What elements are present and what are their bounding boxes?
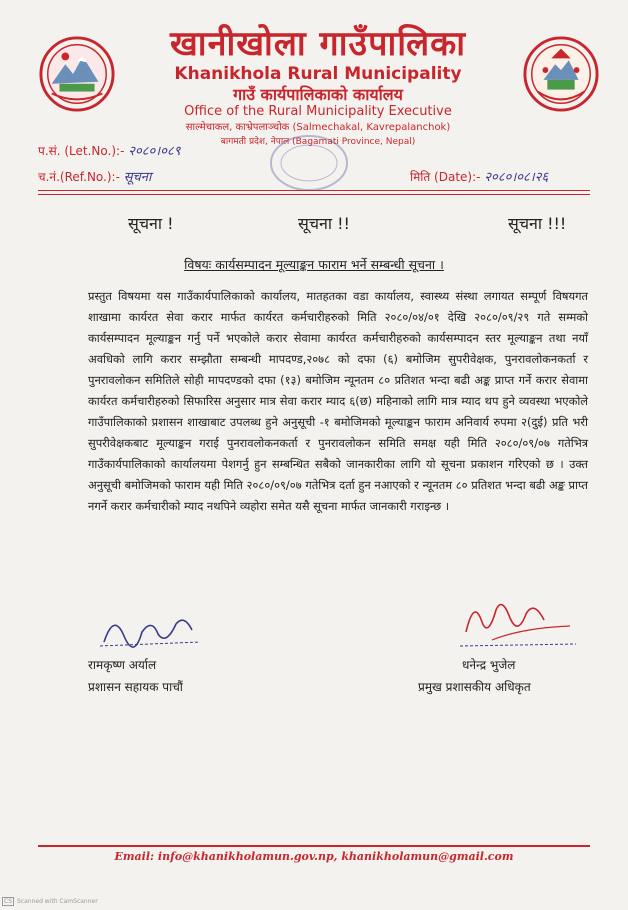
reference-number-label: च.नं.(Ref.No.):- — [38, 170, 120, 184]
signatory-left-title: प्रशासन सहायक पाचौं — [88, 680, 183, 694]
notice-body: प्रस्तुत विषयमा यस गाउँकार्यपालिकाको कार्यालय, मातहतका वडा कार्यालय, स्वास्थ्य संस्था लगायत सम्पूर्ण विषयगत शाखामा कार्यरत सेवा करार मार्फत कार्यरत कर्मचारीहरुको मिति २०८०/०४/०१ देखि २०८०/०९/२९ गते सम्मको कार्यसम्पादन मूल्याङ्कन गर्नु पर्ने भएकोले करार सेवामा कार्यरत कर्मचारीहरुको कार्यसम्पादन स्तर मूल्याङ्कन तथा नयाँ अवधिको लागि करार सम्झौता सम्बन्धी मापदण्ड,२०७८ को दफा (६) बमोजिम सुपरीवेक्षक, पुनरावलोकनकर्ता र पुनरावलोकन समितिले सोही मापदण्डको दफा (१३) बमोजिम न्यूनतम ८० प्रतिशत भन्दा बढी अङ्क प्राप्त गर्ने करार सेवामा कार्यरत कर्मचारीहरुको सिफारिस अनुसार मात्र सेवा करार म्याद ६(छ) महिनाको लागि मात्र म्याद थप हुने व्यवस्था भएकोले गाउँपालिकाको प्रशासन शाखाबाट उपलब्ध हुने अनुसूची -१ बमोजिमको मूल्याङ्कन फाराम अनिवार्य रुपमा २(दुई) प्रति भरी सुपरीवेक्षकबाट मूल्याङ्कन गराई पुनरावलोकनकर्ता र पुनरावलोकन समिति समक्ष यही मिति २०८०/०९/०७ गतेभित्र गाउँकार्यपालिकाको कार्यालयमा पेशगर्नु हुन सम्बन्धित सबैको जानकारीका लागि यो सूचना प्रकाशन गरिएको छ । उक्त अनुसूची बमोजिमको फाराम यही मिति २०८०/०९/०७ गतेभित्र दर्ता हुन नआएको र न्यूनतम ८० प्रतिशत भन्दा बढी अङ्क प्राप्त नगर्ने करार कर्मचारीको म्याद नथपिने व्यहोरा समेत यसै सूचना मार्फत जानकारी गराइन्छ । — [88, 289, 588, 513]
footer-email: Email: info@khanikholamun.gov.np, khanikholamun@gmail.com — [114, 850, 514, 863]
reference-number-row — [38, 170, 151, 185]
letter-number-value: २०८०।०८९ — [128, 144, 181, 159]
header-divider-2 — [38, 194, 590, 195]
scanner-watermark — [2, 897, 98, 906]
footer-divider — [38, 845, 590, 847]
signature-left — [96, 606, 206, 652]
date-label: मिति (Date):- — [410, 170, 481, 184]
signature-right — [452, 592, 582, 650]
office-stamp — [268, 132, 350, 194]
letter-number-label: प.सं. (Let.No.):- — [38, 144, 125, 158]
municipality-emblem-left — [38, 35, 116, 113]
letterhead-title-english: Khanikhola Rural Municipality — [174, 64, 462, 84]
date-value: २०८०।०८।२६ — [484, 170, 549, 185]
reference-number-value: सूचना — [123, 170, 152, 185]
notice-heading-left: सूचना ! — [128, 214, 174, 233]
subject-line: विषयः कार्यसम्पादन मूल्याङ्कन फाराम भर्ने सम्बन्धी सूचना । — [184, 257, 444, 272]
office-name-nepali: गाउँ कार्यपालिकाको कार्यालय — [233, 85, 403, 104]
signatory-left-name: रामकृष्ण अर्याल — [88, 658, 157, 672]
date-row — [410, 170, 548, 185]
notice-heading-center: सूचना !! — [298, 214, 350, 233]
nepal-emblem-right — [522, 35, 600, 113]
address-line-1: साल्मेचाकल, काभ्रेपलाञ्चोक (Salmechakal, Kavrepalanchok) — [185, 122, 451, 133]
notice-heading-right: सूचना !!! — [508, 214, 567, 233]
camscanner-icon: CS — [4, 898, 12, 905]
header-divider-1 — [38, 190, 590, 191]
scanner-text: Scanned with CamScanner — [17, 898, 98, 905]
office-name-english: Office of the Rural Municipality Executive — [184, 104, 452, 119]
letter-number-row — [38, 144, 181, 159]
address-line-2: बागमती प्रदेश, नेपाल (Bagamati Province, Nepal) — [220, 137, 416, 147]
letterhead-title-nepali: खानीखोला गाउँपालिका — [169, 24, 467, 64]
signatory-right-title: प्रमुख प्रशासकीय अधिकृत — [418, 680, 531, 694]
signatory-right-name: धनेन्द्र भुजेल — [462, 658, 516, 672]
